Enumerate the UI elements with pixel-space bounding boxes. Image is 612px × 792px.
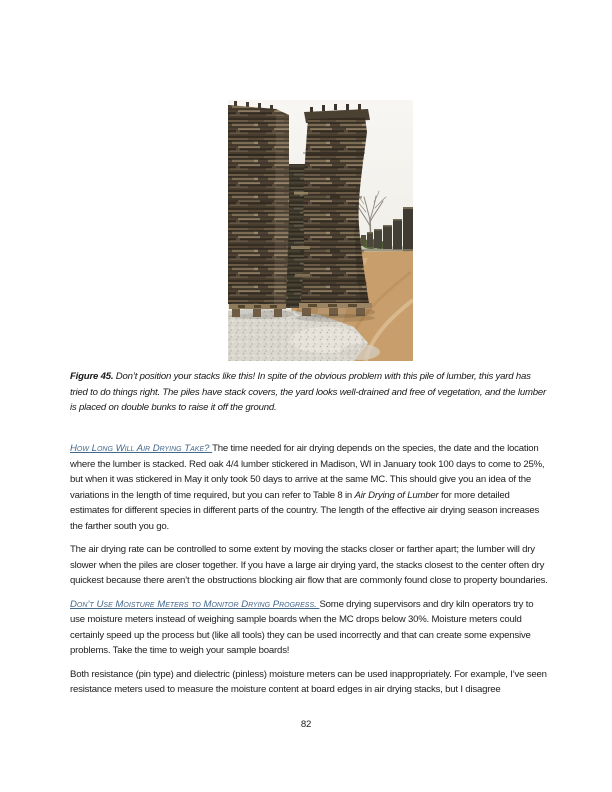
heading-dont-use-moisture-meters: Don’t Use Moisture Meters to Monitor Drying Progress. bbox=[70, 598, 320, 610]
figure-photo bbox=[228, 100, 413, 361]
figure-caption-label: Figure 45. bbox=[70, 371, 114, 382]
paragraph-moisture-meters bbox=[70, 597, 549, 659]
book-title: Air Drying of Lumber bbox=[354, 489, 439, 501]
body-run: The time needed for air drying depends on the species, the date and the location where the lumber is stacked. Red oak 4/4 lumber stickered in Madison, WI in January took 100 days to come to 25%, but when it was stickered in May it only took 50 days to arrive at the same MC. This should give you an idea of the variations in the length of time required, but you can refer to Table 8 in bbox=[70, 443, 545, 501]
paragraph-drying-rate: The air drying rate can be controlled to some extent by moving the stacks closer or farther apart; the lumber will dry slower when the piles are closer together. If you have a large air drying yard, the stacks closest to the center often dry quickest because there aren’t the obstructions blocking air flow that are commonly found close to property boundaries. bbox=[70, 544, 548, 586]
body-run: for more detailed estimates for different species in different parts of the country. The length of the effective air drying season increases the farther south you go. bbox=[70, 489, 540, 532]
page-number: 82 bbox=[300, 719, 312, 730]
heading-how-long-will-air-drying-take: How Long Will Air Drying Take? bbox=[70, 443, 213, 454]
body-run: Some drying supervisors and dry kiln operators try to use moisture meters instead of weighing sample boards when the MC drops below 30%. Moisture meters could certainly speed up the process but (like all tools) they can be used incorrectly and that can create some expensive problems. Take the time to weigh your sample boards! bbox=[70, 598, 534, 656]
figure-caption bbox=[70, 369, 548, 416]
photo-left-stack bbox=[228, 101, 289, 317]
paragraph-air-drying-time bbox=[70, 441, 549, 534]
figure-caption-text: Don’t position your stacks like this! In spite of the obvious problem with this pile of lumber, this yard has tried to do things right. The piles have stack covers, the yard looks well-drained and free of vegetation, and the lumber is placed on double bunks to raise it off the ground. bbox=[70, 371, 547, 414]
paragraph-meter-types: Both resistance (pin type) and dielectric (pinless) moisture meters can be used inappropriately. For example, I’ve seen resistance meters used to measure the moisture content at board edges in air drying stacks, but I disagree bbox=[70, 668, 547, 695]
body-text-column bbox=[70, 441, 549, 706]
